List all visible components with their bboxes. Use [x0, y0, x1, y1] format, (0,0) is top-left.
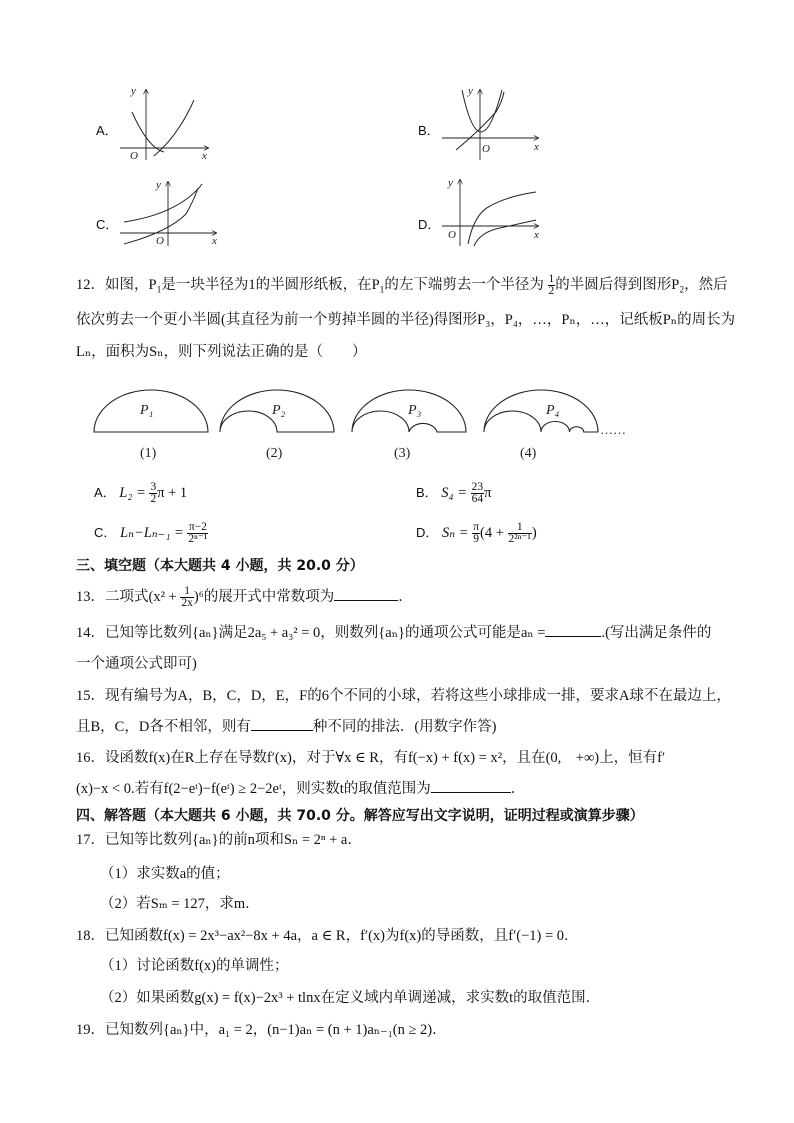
figure-p4	[484, 390, 598, 461]
figure-caption-3: (3)	[394, 446, 411, 461]
curve-f	[468, 192, 536, 244]
option-c-label: C．	[96, 217, 119, 232]
y-label: y	[448, 177, 453, 189]
figure-p3	[352, 390, 466, 461]
curve-fprime	[474, 220, 536, 246]
graph-option-c	[118, 178, 222, 248]
x-label: x	[212, 235, 217, 247]
q12-line1: 12．如图，$P_1$是一块半径为1的半圆形纸板，在$P_1$的左下端剪去一个半径为 $\frac{1}{2}$ 的半圆后得到图形$P_2$，然后	[76, 273, 728, 297]
figure-label-p2: P₂	[272, 403, 286, 418]
q19-stem: 19．已知数列{aₙ}中，a₁ = 2，(n−1)aₙ = (n + 1)aₙ₋₁(n ≥ 2)．	[76, 1022, 447, 1038]
q17-stem: 17．已知等比数列{aₙ}的前n项和Sₙ = 2ⁿ + a．	[76, 832, 362, 848]
curve-f	[124, 184, 202, 222]
q12-option-d: D． Sₙ = $\frac{\pi}{9}$ (4 + $\frac{1}{\text{2²ⁿ⁻¹}}$ )	[416, 521, 537, 545]
section-4-heading: 四、解答题（本大题共 6 小题，共 70.0 分。解答应写出文字说明，证明过程或演算步骤）	[76, 808, 644, 824]
figure-p2	[220, 390, 334, 461]
q15-line2: 且B，C，D各不相邻，则有 种不同的排法．(用数字作答)	[76, 716, 496, 737]
q12-option-a: A． L₂ = $\frac{3}{2}$ π + 1	[94, 481, 188, 505]
figure-caption-1: (1)	[140, 446, 157, 461]
origin-label: O	[156, 235, 164, 247]
q12-line2: 依次剪去一个更小半圆(其直径为前一个剪掉半圆的半径)得图形P₃，P₄，…，Pₙ，…，记纸板Pₙ的周长为	[76, 312, 736, 328]
graph-option-a	[118, 86, 214, 162]
origin-label: O	[448, 229, 456, 241]
x-label: x	[534, 229, 539, 241]
figure-caption-4: (4)	[520, 446, 537, 461]
graph-option-d	[440, 176, 544, 248]
q17-part1: （1）求实数a的值；	[100, 866, 230, 882]
q15-line1: 15．现有编号为A，B，C，D，E，F的6个不同的小球，若将这些小球排成一排，要求A球不在最边上，	[76, 688, 731, 704]
fraction-half: $\frac{1}{2}$	[548, 273, 555, 297]
y-label: y	[156, 179, 161, 191]
figure-label-p1: P₁	[140, 403, 154, 418]
q14-line1: 14．已知等比数列{aₙ}满足2a₅ + a₃² = 0，则数列{aₙ}的通项公式可能是aₙ = .(写出满足条件的	[76, 622, 711, 643]
graph-option-b	[440, 86, 544, 162]
y-label: y	[468, 86, 473, 97]
q14-line2: 一个通项公式即可)	[76, 656, 197, 672]
curve-f	[132, 112, 164, 152]
figure-p1	[94, 390, 208, 461]
q17-part2: （2）若Sₘ = 127，求m．	[100, 896, 260, 912]
option-b-label: B．	[418, 123, 440, 138]
q18-part1: （1）讨论函数f(x)的单调性；	[100, 958, 289, 974]
q12-line3: Lₙ，面积为Sₙ，则下列说法正确的是（ ）	[76, 344, 367, 360]
option-d-label: D．	[418, 217, 441, 232]
q12-figures	[86, 380, 646, 470]
answer-blank-13[interactable]	[334, 586, 398, 601]
figure-label-p3: P₃	[408, 403, 422, 418]
option-a-label: A．	[96, 123, 118, 138]
x-label: x	[534, 141, 539, 153]
y-label: y	[131, 86, 136, 97]
figure-label-p4: P₄	[546, 403, 560, 418]
q16-line2: (x)−x < 0.若有f(2−eᵗ)−f(eᵗ) ≥ 2−2eᵗ，则实数t的取值范围为 ．	[76, 778, 525, 799]
origin-label: O	[130, 150, 138, 162]
q12-option-c: C． Lₙ−Lₙ₋₁ = $\frac{\pi-2}{\text{2ⁿ⁻¹}}$	[94, 521, 208, 545]
q16-line1: 16．设函数f(x)在R上存在导数f′(x)，对于∀x ∈ R，有f(−x) + f(x) = x²，且在(0, +∞)上，恒有f′	[76, 750, 666, 766]
answer-blank-14[interactable]	[545, 622, 601, 637]
figure-ellipsis: ……	[600, 422, 626, 437]
answer-blank-15[interactable]	[251, 716, 313, 731]
figure-caption-2: (2)	[266, 446, 283, 461]
q18-part2: （2）如果函数g(x) = f(x)−2x³ + tlnx在定义域内单调递减，求实数t的取值范围．	[100, 990, 601, 1006]
origin-label: O	[482, 143, 490, 155]
q12-option-b: B． S₄ = $\frac{23}{64}$ π	[416, 481, 492, 505]
x-label: x	[202, 150, 207, 162]
section-3-heading: 三、填空题（本大题共 4 小题，共 20.0 分）	[76, 558, 364, 574]
q13: 13．二项式(x² + $\frac{1}{2x}$ )⁶的展开式中常数项为 ．	[76, 585, 413, 610]
answer-blank-16[interactable]	[431, 778, 511, 793]
q18-stem: 18．已知函数f(x) = 2x³−ax²−8x + 4a，a ∈ R，f′(x)为f(x)的导函数，且f′(−1) = 0．	[76, 928, 579, 944]
